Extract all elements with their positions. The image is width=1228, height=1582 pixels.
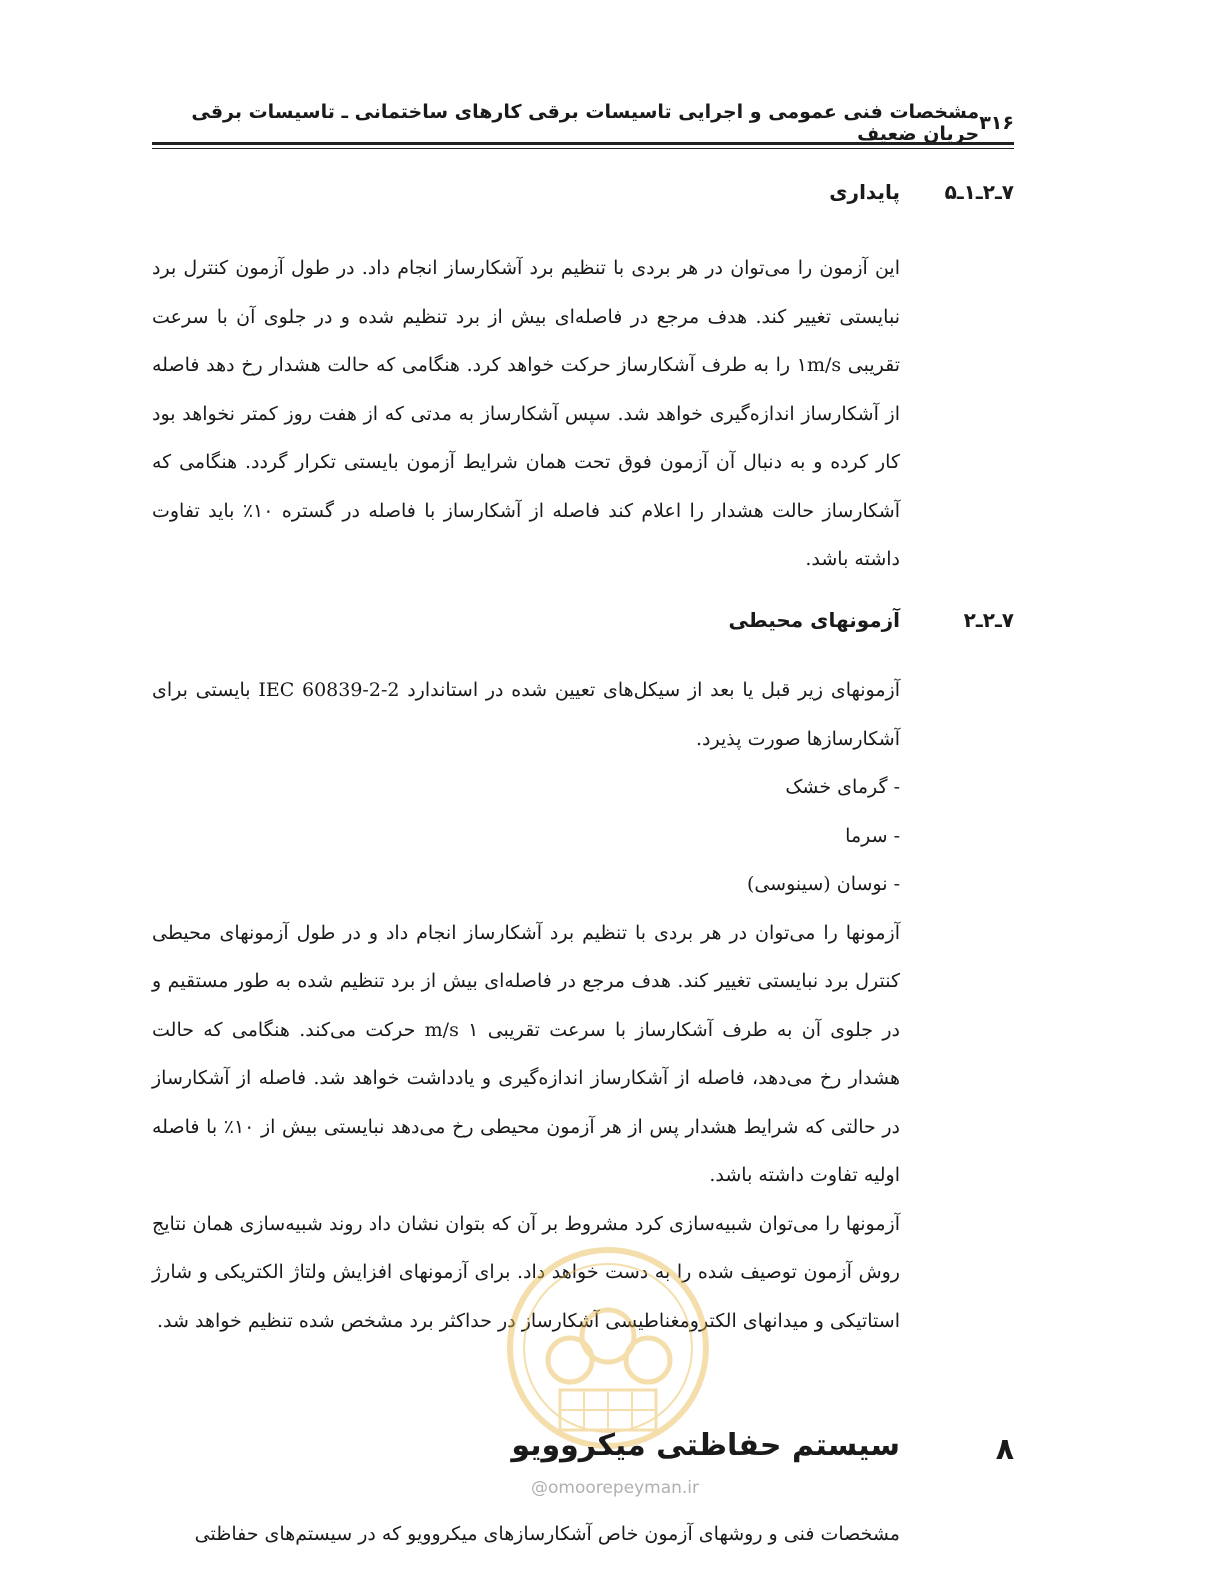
header-rule-thin [152, 148, 1014, 149]
chapter-number: ۸ [995, 1432, 1014, 1467]
paragraph [152, 244, 900, 584]
paragraph-text: این آزمون را می‌توان در هر بردی با تنظیم برد آشکارساز انجام داد. در طول آزمون کنترل برد نبایستی تغییر کند. هدف مرجع در فاصله‌ای بیش از برد تنظیم شده و در جلوی آن با سرعت تقریبی ۱m/s را به طرف آشکارساز حرکت خواهد کرد. هنگامی که حالت هشدار رخ دهد فاصله از آشکارساز اندازه‌گیری خواهد شد. سپس آشکارساز به مدتی که از هفت روز کمتر نخواهد بود کار کرده و به دنبال آن آزمون فوق تحت همان شرایط آزمون بایستی تکرار گردد. هنگامی که آشکارساز حالت هشدار را اعلام کند فاصله از آشکارساز با فاصله در گستره ۱۰٪ باید تفاوت داشته باشد. [152, 257, 901, 570]
paragraph-text: آزمونها را می‌توان شبیه‌سازی کرد مشروط بر آن که بتوان نشان داد روند شبیه‌سازی همان نتایج روش آزمون توصیف شده را به دست خواهد داد. برای آزمونهای افزایش ولتاژ الکتریکی و شارژ استاتیکی و میدانهای الکترومغناطیسی آشکارساز در حداکثر برد مشخص شده تنظیم خواهد شد. [152, 1212, 900, 1332]
section-number: ۷ـ۲ـ۲ [963, 608, 1014, 632]
header-rule-thick [152, 142, 1014, 145]
paragraph-text: آزمونها را می‌توان در هر بردی با تنظیم برد آشکارساز انجام داد و در طول آزمونهای محیطی کنترل برد نبایستی تغییر کند. هدف مرجع در فاصله‌ای بیش از برد تنظیم شده به طور مستقیم و در جلوی آن به طرف آشکارساز با سرعت تقریبی ۱ m/s حرکت می‌کند. هنگامی که حالت هشدار رخ می‌دهد، فاصله از آشکارساز اندازه‌گیری و یادداشت خواهد شد. فاصله از آشکارساز در حالتی که شرایط هشدار پس از هر آزمون محیطی رخ می‌دهد نبایستی بیش از ۱۰٪ با فاصله اولیه تفاوت داشته باشد. [152, 921, 900, 1186]
section-title: پایداری [829, 180, 900, 204]
running-header [152, 101, 1014, 145]
running-title: مشخصات فنی عمومی و اجرایی تاسیسات برقی کارهای ساختمانی ـ تاسیسات برقی جریان ضعیف [191, 101, 980, 145]
chapter-title: سیستم حفاظتی میکروویو [511, 1428, 900, 1463]
list-item: - گرمای خشک [785, 776, 900, 798]
section-title: آزمونهای محیطی [728, 608, 900, 632]
page-number: ۳۱۶ [979, 112, 1014, 134]
watermark-site: @omoorepeyman.ir [530, 1478, 700, 1498]
list-item: - نوسان (سینوسی) [746, 873, 900, 895]
paragraph-text: مشخصات فنی و روشهای آزمون خاص آشکارسازهای میکروویو که در سیستم‌های حفاظتی [194, 1523, 900, 1545]
list-item: - سرما [845, 824, 900, 847]
paragraph-text: آزمونهای زیر قبل یا بعد از سیکل‌های تعیین شده در استاندارد IEC 60839-2-2 بایستی برای آشکارسازها صورت پذیرد. [152, 679, 900, 750]
watermark-logo [500, 1240, 716, 1456]
section-number: ۷ـ۲ـ۱ـ۵ [944, 180, 1014, 204]
paragraph [152, 1510, 900, 1559]
